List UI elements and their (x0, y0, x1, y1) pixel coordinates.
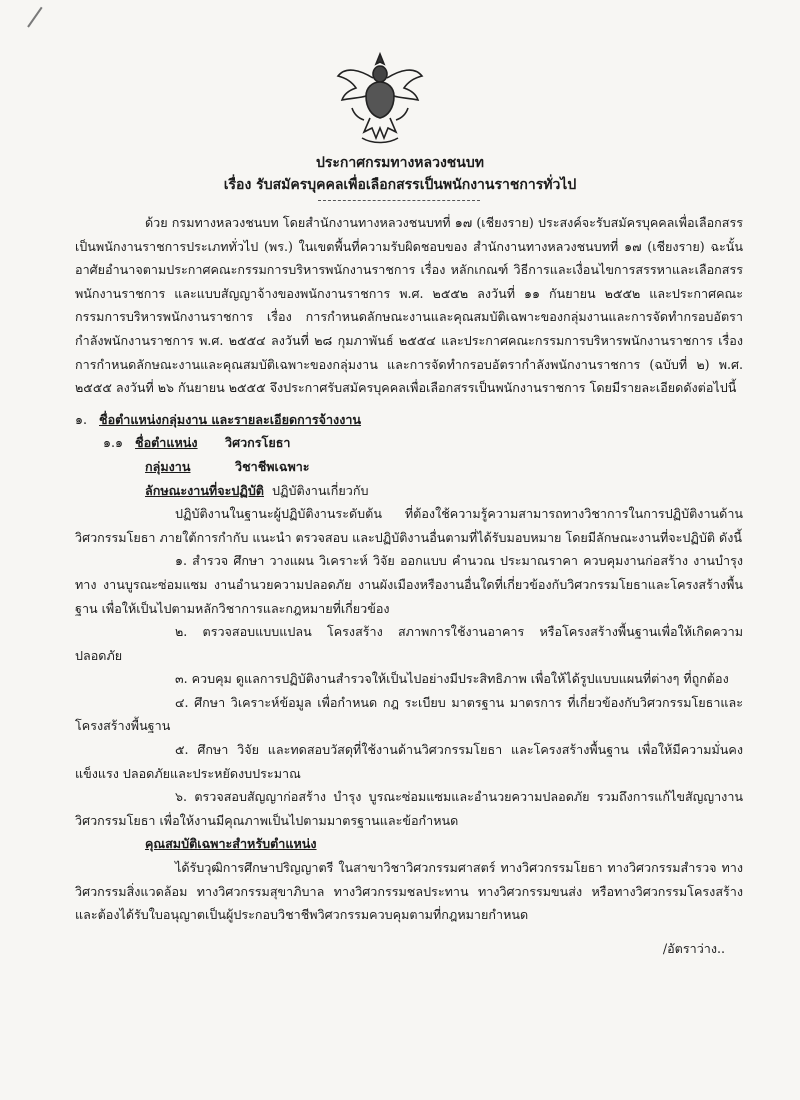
duty-value: ปฏิบัติงานเกี่ยวกับ (272, 482, 369, 498)
duty-item: ๔. ศึกษา วิเคราะห์ข้อมูล เพื่อกำหนด กฎ ระเบียบ มาตรฐาน มาตรการ ที่เกี่ยวข้องกับวิศวกรรมโยธาและโครงสร้างพื้นฐาน (75, 694, 743, 734)
duty-item: ๖. ตรวจสอบสัญญาก่อสร้าง บำรุง บูรณะซ่อมแซมและอำนวยความปลอดภัย รวมถึงการแก้ไขสัญญางานวิศวกรรมโยธา เพื่อให้งานมีคุณภาพเป็นไปตามมาตรฐานและข้อกำหนด (75, 789, 743, 828)
position-label: ชื่อตำแหน่ง (135, 435, 198, 451)
document-subject: เรื่อง รับสมัครบุคคลเพื่อเลือกสรรเป็นพนักงานราชการทั่วไป (223, 177, 577, 193)
duty-item: ๕. ศึกษา วิจัย และทดสอบวัสดุที่ใช้งานด้านวิศวกรรมโยธา และโครงสร้างพื้นฐาน เพื่อให้มีความมั่นคง แข็งแรง ปลอดภัยและประหยัดงบประมาณ (75, 742, 743, 781)
document-body (75, 211, 743, 960)
section-heading (75, 408, 743, 432)
duty-line (75, 479, 743, 503)
continuation-note: /อัตราว่าง.. (662, 940, 725, 956)
document-header (0, 152, 800, 196)
duty-description: ปฏิบัติงานในฐานะผู้ปฏิบัติงานระดับต้น ที่ต้องใช้ความรู้ความสามารถทางวิชาการในการปฏิบัติงานด้านวิศวกรรมโยธา ภายใต้การกำกับ แนะนำ ตรวจสอบ และปฏิบัติงานอื่นตามที่ได้รับมอบหมาย โดยมีลักษณะงานที่จะปฏิบัติ ดังนี้ (75, 506, 743, 545)
divider (318, 200, 480, 201)
duty-item: ๒. ตรวจสอบแบบแปลน โครงสร้าง สภาพการใช้งานอาคาร หรือโครงสร้างพื้นฐานเพื่อให้เกิดความปลอดภัย (75, 624, 743, 663)
group-line (75, 455, 743, 479)
duty-item: ๓. ควบคุม ดูแลการปฏิบัติงานสำรวจให้เป็นไปอย่างมีประสิทธิภาพ เพื่อให้ได้รูปแบบแผนที่ต่างๆ ที่ถูกต้อง (175, 671, 729, 687)
qualification-heading (75, 832, 743, 856)
section-title: ชื่อตำแหน่งกลุ่มงาน และรายละเอียดการจ้างงาน (99, 411, 362, 427)
qualification-title: คุณสมบัติเฉพาะสำหรับตำแหน่ง (145, 836, 317, 852)
group-label: กลุ่มงาน (145, 458, 191, 474)
subsection-number: ๑.๑ (103, 435, 123, 451)
position-line (75, 431, 743, 455)
duty-label: ลักษณะงานที่จะปฏิบัติ (145, 482, 264, 498)
duty-item: ๑. สำรวจ ศึกษา วางแผน วิเคราะห์ วิจัย ออกแบบ คำนวณ ประมาณราคา ควบคุมงานก่อสร้าง งานบำรุงทาง งานบูรณะซ่อมแซม งานอำนวยความปลอดภัย งานผังเมืองหรืองานอื่นใดที่เกี่ยวข้องกับวิศวกรรมโยธาและโครงสร้างพื้นฐาน เพื่อให้เป็นไปตามหลักวิชาการและกฎหมายที่เกี่ยวข้อง (75, 553, 743, 616)
garuda-emblem-icon (332, 48, 428, 148)
qualification-text: ได้รับวุฒิการศึกษาปริญญาตรี ในสาขาวิชาวิศวกรรมศาสตร์ ทางวิศวกรรมโยธา ทางวิศวกรรมสำรวจ ทางวิศวกรรมสิ่งแวดล้อม ทางวิศวกรรมสุขาภิบาล ทางวิศวกรรมชลประทาน ทางวิศวกรรมขนส่ง หรือทางวิศวกรรมโครงสร้าง และต้องได้รับใบอนุญาตเป็นผู้ประกอบวิชาชีพวิศวกรรมควบคุมตามที่กฎหมายกำหนด (75, 860, 743, 923)
intro-paragraph: ด้วย กรมทางหลวงชนบท โดยสำนักงานทางหลวงชนบทที่ ๑๗ (เชียงราย) ประสงค์จะรับสมัครบุคคลเพื่อเลือกสรรเป็นพนักงานราชการประเภททั่วไป (พร.) ในเขตพื้นที่ความรับผิดชอบของ สำนักงานทางหลวงชนบทที่ ๑๗ (เชียงราย) ฉะนั้น อาศัยอำนาจตามประกาศคณะกรรมการบริหารพนักงานราชการ เรื่อง หลักเกณฑ์ วิธีการและเงื่อนไขการสรรหาและเลือกสรรพนักงานราชการ และแบบสัญญาจ้างของพนักงานราชการ พ.ศ. ๒๕๕๒ ลงวันที่ ๑๑ กันยายน ๒๕๕๒ และประกาศคณะกรรมการบริหารพนักงานราชการ เรื่อง การกำหนดลักษณะงานและคุณสมบัติเฉพาะของกลุ่มงานและการจัดทำกรอบอัตรากำลังพนักงานราชการ พ.ศ. ๒๕๕๔ ลงวันที่ ๒๘ กุมภาพันธ์ ๒๕๕๔ และประกาศคณะกรรมการบริหารพนักงานราชการ เรื่อง การกำหนดลักษณะงานและคุณสมบัติเฉพาะของกลุ่มงาน และการจัดทำกรอบอัตรากำลังพนักงานราชการ (ฉบับที่ ๒) พ.ศ. ๒๕๕๕ ลงวันที่ ๒๖ กันยายน ๒๕๕๕ จึงประกาศรับสมัครบุคคลเพื่อเลือกสรรเป็นพนักงานราชการ โดยมีรายละเอียดดังต่อไปนี้ (75, 215, 743, 396)
section-number: ๑. (75, 411, 87, 427)
position-value: วิศวกรโยธา (225, 435, 291, 451)
document-title: ประกาศกรมทางหลวงชนบท (316, 155, 484, 171)
pen-mark (27, 7, 42, 28)
group-value: วิชาชีพเฉพาะ (235, 458, 310, 474)
